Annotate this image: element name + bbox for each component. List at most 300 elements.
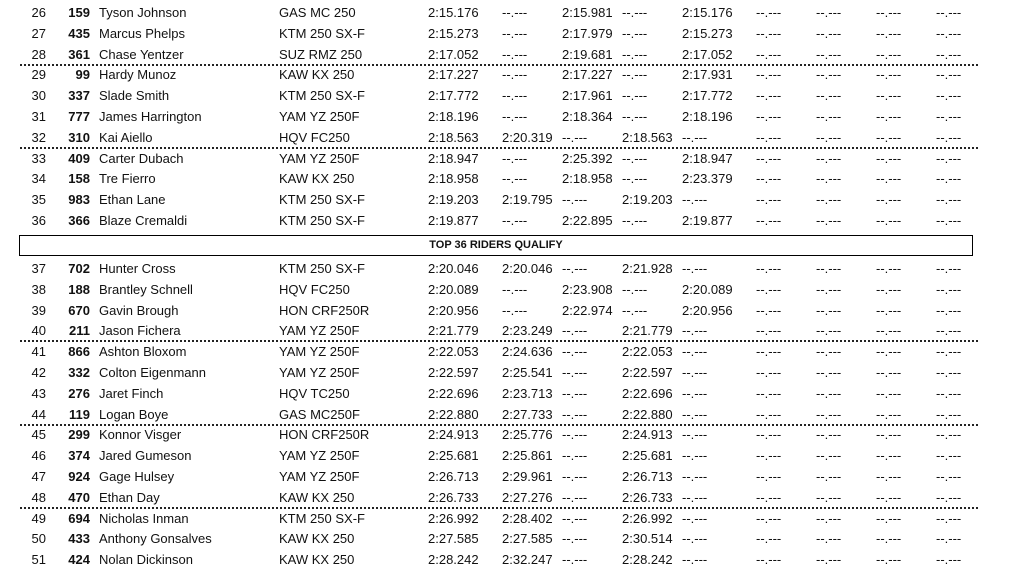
- lap-time-cell: 2:18.563: [622, 129, 673, 145]
- lap-time-cell: --.---: [876, 531, 902, 547]
- lap-time-cell: 2:18.947: [428, 150, 479, 166]
- lap-time-cell: 2:18.958: [562, 171, 613, 187]
- lap-time-cell: 2:22.053: [622, 344, 673, 360]
- lap-time-cell: --.---: [876, 489, 902, 505]
- lap-time-cell: 2:27.733: [502, 406, 553, 422]
- position-cell: 32: [31, 129, 46, 145]
- lap-time-cell: 2:19.877: [682, 213, 733, 228]
- lap-time-cell: 2:26.733: [428, 489, 479, 505]
- lap-time-cell: --.---: [816, 344, 842, 360]
- rider-number-cell: 983: [68, 192, 90, 208]
- lap-time-cell: --.---: [936, 510, 962, 526]
- lap-time-cell: --.---: [876, 469, 902, 484]
- position-cell: 44: [31, 406, 46, 422]
- bike-cell: KAW KX 250: [279, 531, 355, 547]
- rider-name-cell: Tre Fierro: [99, 171, 156, 187]
- lap-time-cell: --.---: [756, 129, 782, 145]
- lap-time-cell: 2:25.681: [428, 448, 479, 464]
- lap-time-cell: 2:19.877: [428, 213, 479, 228]
- lap-time-cell: --.---: [816, 427, 842, 443]
- lap-time-cell: 2:21.928: [622, 261, 673, 276]
- lap-time-cell: 2:20.956: [428, 302, 479, 318]
- rider-number-cell: 694: [68, 510, 90, 526]
- lap-time-cell: --.---: [562, 469, 588, 484]
- lap-time-cell: --.---: [876, 67, 902, 83]
- lap-time-cell: 2:28.402: [502, 510, 553, 526]
- bike-cell: HQV FC250: [279, 129, 350, 145]
- lap-time-cell: --.---: [876, 109, 902, 124]
- lap-time-cell: --.---: [876, 281, 902, 297]
- lap-time-cell: --.---: [756, 489, 782, 505]
- lap-time-cell: --.---: [622, 46, 648, 62]
- lap-time-cell: 2:25.681: [622, 448, 673, 464]
- bike-cell: KTM 250 SX-F: [279, 261, 365, 276]
- lap-time-cell: 2:19.681: [562, 46, 613, 62]
- lap-time-cell: --.---: [876, 129, 902, 145]
- lap-time-cell: --.---: [682, 469, 708, 484]
- lap-time-cell: 2:18.563: [428, 129, 479, 145]
- lap-time-cell: --.---: [502, 5, 528, 20]
- lap-time-cell: 2:20.956: [682, 302, 733, 318]
- lap-time-cell: --.---: [682, 129, 708, 145]
- lap-time-cell: 2:18.364: [562, 109, 613, 124]
- lap-time-cell: --.---: [622, 5, 648, 20]
- lap-time-cell: --.---: [816, 385, 842, 401]
- position-cell: 39: [31, 302, 46, 318]
- rider-name-cell: Ethan Day: [99, 489, 160, 505]
- lap-time-cell: --.---: [876, 385, 902, 401]
- result-row: [0, 424, 1017, 445]
- lap-time-cell: --.---: [936, 261, 962, 276]
- lap-time-cell: --.---: [562, 261, 588, 276]
- rider-name-cell: Jaret Finch: [99, 385, 164, 401]
- result-row: [0, 300, 1017, 321]
- rider-name-cell: Kai Aiello: [99, 129, 153, 145]
- rider-number-cell: 119: [69, 406, 90, 422]
- lap-time-cell: 2:18.958: [428, 171, 479, 187]
- lap-time-cell: 2:22.880: [622, 406, 673, 422]
- bike-cell: GAS MC 250: [279, 5, 356, 20]
- lap-time-cell: --.---: [816, 129, 842, 145]
- lap-time-cell: --.---: [936, 552, 962, 568]
- bike-cell: HQV FC250: [279, 281, 350, 297]
- lap-time-cell: --.---: [936, 67, 962, 83]
- lap-time-cell: --.---: [682, 323, 708, 339]
- lap-time-cell: --.---: [756, 385, 782, 401]
- bike-cell: HON CRF250R: [279, 427, 370, 443]
- bike-cell: KTM 250 SX-F: [279, 25, 365, 41]
- bike-cell: YAM YZ 250F: [279, 323, 360, 339]
- position-cell: 43: [31, 385, 46, 401]
- lap-time-cell: 2:24.636: [502, 344, 553, 360]
- lap-time-cell: --.---: [756, 88, 782, 104]
- lap-time-cell: 2:17.772: [682, 88, 733, 104]
- rider-number-cell: 299: [68, 427, 90, 443]
- bike-cell: HON CRF250R: [279, 302, 370, 318]
- group-divider: [20, 487, 978, 509]
- result-row: [0, 258, 1017, 279]
- lap-time-cell: --.---: [682, 365, 708, 380]
- rider-number-cell: 777: [68, 109, 90, 124]
- position-cell: 51: [31, 552, 46, 568]
- result-row: [0, 23, 1017, 44]
- lap-time-cell: --.---: [682, 344, 708, 360]
- lap-time-cell: --.---: [562, 427, 588, 443]
- lap-time-cell: --.---: [816, 365, 842, 380]
- rider-name-cell: Konnor Visger: [99, 427, 182, 443]
- lap-time-cell: --.---: [682, 427, 708, 443]
- lap-time-cell: --.---: [562, 406, 588, 422]
- lap-time-cell: --.---: [816, 67, 842, 83]
- lap-time-cell: --.---: [876, 171, 902, 187]
- lap-time-cell: --.---: [562, 552, 588, 568]
- lap-time-cell: 2:25.776: [502, 427, 553, 443]
- lap-time-cell: --.---: [876, 323, 902, 339]
- bike-cell: YAM YZ 250F: [279, 150, 360, 166]
- lap-time-cell: --.---: [756, 323, 782, 339]
- lap-time-cell: 2:27.585: [428, 531, 479, 547]
- lap-time-cell: --.---: [562, 531, 588, 547]
- rider-name-cell: Gavin Brough: [99, 302, 179, 318]
- lap-time-cell: --.---: [756, 427, 782, 443]
- lap-time-cell: --.---: [756, 531, 782, 547]
- lap-time-cell: 2:26.992: [622, 510, 673, 526]
- rider-name-cell: Hunter Cross: [99, 261, 176, 276]
- lap-time-cell: --.---: [756, 261, 782, 276]
- lap-time-cell: --.---: [936, 406, 962, 422]
- lap-time-cell: 2:22.974: [562, 302, 613, 318]
- lap-time-cell: --.---: [876, 150, 902, 166]
- lap-time-cell: --.---: [562, 129, 588, 145]
- lap-time-cell: --.---: [876, 25, 902, 41]
- lap-time-cell: --.---: [756, 448, 782, 464]
- lap-time-cell: --.---: [936, 427, 962, 443]
- rider-number-cell: 188: [68, 281, 90, 297]
- lap-time-cell: --.---: [622, 302, 648, 318]
- lap-time-cell: --.---: [502, 46, 528, 62]
- rider-name-cell: Nicholas Inman: [99, 510, 189, 526]
- lap-time-cell: --.---: [936, 150, 962, 166]
- lap-time-cell: 2:22.597: [428, 365, 479, 380]
- lap-time-cell: 2:18.196: [428, 109, 479, 124]
- lap-time-cell: 2:28.242: [428, 552, 479, 568]
- lap-time-cell: --.---: [622, 109, 648, 124]
- lap-time-cell: --.---: [816, 46, 842, 62]
- lap-time-cell: 2:17.772: [428, 88, 479, 104]
- lap-time-cell: --.---: [816, 171, 842, 187]
- lap-time-cell: --.---: [756, 552, 782, 568]
- lap-time-cell: --.---: [936, 469, 962, 484]
- position-cell: 45: [31, 427, 46, 443]
- result-row: [0, 85, 1017, 106]
- rider-name-cell: Gage Hulsey: [99, 469, 175, 484]
- position-cell: 38: [31, 281, 46, 297]
- lap-time-cell: --.---: [622, 88, 648, 104]
- rider-name-cell: Ethan Lane: [99, 192, 166, 208]
- lap-time-cell: --.---: [756, 25, 782, 41]
- rider-name-cell: James Harrington: [99, 109, 202, 124]
- lap-time-cell: --.---: [682, 261, 708, 276]
- position-cell: 42: [31, 365, 46, 380]
- lap-time-cell: --.---: [816, 192, 842, 208]
- lap-time-cell: --.---: [936, 531, 962, 547]
- lap-time-cell: 2:27.585: [502, 531, 553, 547]
- bike-cell: HQV TC250: [279, 385, 350, 401]
- lap-time-cell: --.---: [816, 552, 842, 568]
- lap-time-cell: --.---: [756, 213, 782, 228]
- result-row: [0, 383, 1017, 404]
- result-row: [0, 168, 1017, 189]
- position-cell: 26: [31, 5, 46, 20]
- lap-time-cell: 2:20.046: [428, 261, 479, 276]
- lap-time-cell: 2:22.696: [622, 385, 673, 401]
- lap-time-cell: --.---: [622, 67, 648, 83]
- lap-time-cell: --.---: [816, 25, 842, 41]
- rider-name-cell: Chase Yentzer: [99, 46, 184, 62]
- lap-time-cell: 2:15.273: [428, 25, 479, 41]
- position-cell: 49: [31, 510, 46, 526]
- lap-time-cell: --.---: [816, 88, 842, 104]
- position-cell: 35: [31, 192, 46, 208]
- bike-cell: KAW KX 250: [279, 489, 355, 505]
- lap-time-cell: 2:24.913: [622, 427, 673, 443]
- bike-cell: KAW KX 250: [279, 67, 355, 83]
- rider-number-cell: 409: [68, 150, 90, 166]
- lap-time-cell: --.---: [936, 109, 962, 124]
- result-row: [0, 2, 1017, 23]
- result-row: [0, 508, 1017, 529]
- bike-cell: YAM YZ 250F: [279, 448, 360, 464]
- lap-time-cell: --.---: [936, 213, 962, 228]
- rider-name-cell: Blaze Cremaldi: [99, 213, 188, 228]
- lap-time-cell: 2:19.795: [502, 192, 553, 208]
- lap-time-cell: --.---: [816, 469, 842, 484]
- bike-cell: YAM YZ 250F: [279, 344, 360, 360]
- result-row: [0, 341, 1017, 362]
- lap-time-cell: 2:22.895: [562, 213, 613, 228]
- result-row: [0, 528, 1017, 549]
- lap-time-cell: 2:17.961: [562, 88, 613, 104]
- bike-cell: YAM YZ 250F: [279, 109, 360, 124]
- lap-time-cell: --.---: [876, 46, 902, 62]
- bike-cell: KTM 250 SX-F: [279, 213, 365, 228]
- rider-number-cell: 99: [75, 67, 90, 83]
- lap-time-cell: --.---: [876, 552, 902, 568]
- lap-time-cell: --.---: [682, 448, 708, 464]
- lap-time-cell: 2:26.713: [622, 469, 673, 484]
- lap-time-cell: --.---: [936, 88, 962, 104]
- result-row: [0, 445, 1017, 466]
- lap-time-cell: 2:17.931: [682, 67, 733, 83]
- rider-number-cell: 702: [68, 261, 90, 276]
- lap-time-cell: 2:19.203: [622, 192, 673, 208]
- lap-time-cell: --.---: [682, 531, 708, 547]
- result-row: [0, 189, 1017, 210]
- lap-time-cell: --.---: [502, 213, 528, 228]
- position-cell: 27: [31, 25, 46, 41]
- lap-time-cell: --.---: [756, 5, 782, 20]
- lap-time-cell: --.---: [936, 171, 962, 187]
- lap-time-cell: --.---: [876, 213, 902, 228]
- rider-name-cell: Brantley Schnell: [99, 281, 193, 297]
- lap-time-cell: 2:18.196: [682, 109, 733, 124]
- lap-time-cell: --.---: [756, 469, 782, 484]
- lap-time-cell: 2:22.597: [622, 365, 673, 380]
- lap-time-cell: --.---: [682, 552, 708, 568]
- rider-name-cell: Hardy Munoz: [99, 67, 177, 83]
- lap-time-cell: 2:21.779: [622, 323, 673, 339]
- lap-time-cell: 2:28.242: [622, 552, 673, 568]
- position-cell: 33: [31, 150, 46, 166]
- lap-time-cell: 2:26.992: [428, 510, 479, 526]
- rider-number-cell: 310: [68, 129, 90, 145]
- lap-time-cell: 2:23.249: [502, 323, 553, 339]
- lap-time-cell: --.---: [816, 406, 842, 422]
- lap-time-cell: --.---: [876, 448, 902, 464]
- lap-time-cell: --.---: [756, 344, 782, 360]
- lap-time-cell: --.---: [816, 109, 842, 124]
- lap-time-cell: --.---: [936, 385, 962, 401]
- position-cell: 30: [31, 88, 46, 104]
- position-cell: 47: [31, 469, 46, 484]
- lap-time-cell: 2:19.203: [428, 192, 479, 208]
- lap-time-cell: --.---: [876, 261, 902, 276]
- position-cell: 36: [31, 213, 46, 228]
- lap-time-cell: --.---: [936, 344, 962, 360]
- group-divider: [20, 44, 978, 66]
- lap-time-cell: --.---: [936, 46, 962, 62]
- lap-time-cell: --.---: [756, 365, 782, 380]
- lap-time-cell: 2:17.979: [562, 25, 613, 41]
- lap-time-cell: --.---: [936, 323, 962, 339]
- lap-time-cell: 2:25.861: [502, 448, 553, 464]
- lap-time-cell: --.---: [682, 489, 708, 505]
- lap-time-cell: --.---: [876, 510, 902, 526]
- lap-time-cell: --.---: [816, 150, 842, 166]
- lap-time-cell: 2:26.713: [428, 469, 479, 484]
- lap-time-cell: 2:20.089: [428, 281, 479, 297]
- lap-time-cell: --.---: [936, 192, 962, 208]
- lap-time-cell: --.---: [876, 5, 902, 20]
- lap-time-cell: 2:15.273: [682, 25, 733, 41]
- lap-time-cell: --.---: [816, 531, 842, 547]
- lap-time-cell: --.---: [876, 192, 902, 208]
- group-divider: [20, 320, 978, 342]
- lap-time-cell: --.---: [562, 385, 588, 401]
- lap-time-cell: --.---: [502, 150, 528, 166]
- position-cell: 34: [31, 171, 46, 187]
- rider-number-cell: 366: [68, 213, 90, 228]
- rider-name-cell: Jared Gumeson: [99, 448, 192, 464]
- rider-name-cell: Colton Eigenmann: [99, 365, 206, 380]
- lap-time-cell: 2:23.379: [682, 171, 733, 187]
- lap-time-cell: --.---: [936, 5, 962, 20]
- lap-time-cell: 2:15.176: [682, 5, 733, 20]
- lap-time-cell: --.---: [622, 25, 648, 41]
- bike-cell: GAS MC250F: [279, 406, 360, 422]
- lap-time-cell: --.---: [502, 67, 528, 83]
- lap-time-cell: --.---: [816, 510, 842, 526]
- position-cell: 48: [31, 489, 46, 505]
- lap-time-cell: --.---: [502, 25, 528, 41]
- result-row: [0, 148, 1017, 169]
- lap-time-cell: --.---: [936, 365, 962, 380]
- lap-time-cell: --.---: [816, 5, 842, 20]
- bike-cell: KAW KX 250: [279, 171, 355, 187]
- lap-time-cell: --.---: [682, 406, 708, 422]
- lap-time-cell: --.---: [756, 281, 782, 297]
- lap-time-cell: 2:18.947: [682, 150, 733, 166]
- lap-time-cell: --.---: [622, 150, 648, 166]
- rider-number-cell: 424: [68, 552, 90, 568]
- lap-time-cell: --.---: [622, 171, 648, 187]
- position-cell: 28: [31, 46, 46, 62]
- result-row: [0, 210, 1017, 231]
- result-row: [0, 64, 1017, 85]
- rider-name-cell: Jason Fichera: [99, 323, 181, 339]
- rider-number-cell: 361: [68, 46, 90, 62]
- position-cell: 31: [31, 109, 46, 124]
- rider-number-cell: 433: [68, 531, 90, 547]
- rider-number-cell: 374: [68, 448, 90, 464]
- lap-time-cell: --.---: [816, 213, 842, 228]
- rider-number-cell: 332: [68, 365, 90, 380]
- lap-time-cell: 2:26.733: [622, 489, 673, 505]
- lap-time-cell: --.---: [756, 171, 782, 187]
- position-cell: 46: [31, 448, 46, 464]
- lap-time-cell: --.---: [562, 192, 588, 208]
- bike-cell: SUZ RMZ 250: [279, 46, 363, 62]
- rider-number-cell: 435: [68, 25, 90, 41]
- lap-time-cell: --.---: [876, 406, 902, 422]
- lap-time-cell: 2:22.880: [428, 406, 479, 422]
- rider-number-cell: 337: [68, 88, 90, 104]
- rider-name-cell: Slade Smith: [99, 88, 170, 104]
- lap-time-cell: --.---: [876, 427, 902, 443]
- lap-time-cell: 2:15.981: [562, 5, 613, 20]
- rider-name-cell: Carter Dubach: [99, 150, 184, 166]
- lap-time-cell: --.---: [936, 129, 962, 145]
- lap-time-cell: --.---: [936, 25, 962, 41]
- rider-name-cell: Logan Boye: [99, 406, 169, 422]
- lap-time-cell: --.---: [756, 192, 782, 208]
- rider-name-cell: Anthony Gonsalves: [99, 531, 212, 547]
- result-row: [0, 279, 1017, 300]
- lap-time-cell: --.---: [562, 344, 588, 360]
- lap-time-cell: 2:25.541: [502, 365, 553, 380]
- lap-time-cell: 2:20.046: [502, 261, 553, 276]
- result-row: [0, 362, 1017, 383]
- lap-time-cell: --.---: [816, 302, 842, 318]
- lap-time-cell: --.---: [816, 489, 842, 505]
- lap-time-cell: 2:32.247: [502, 552, 553, 568]
- position-cell: 50: [31, 531, 46, 547]
- lap-time-cell: 2:20.089: [682, 281, 733, 297]
- bike-cell: YAM YZ 250F: [279, 365, 360, 380]
- lap-time-cell: 2:17.227: [428, 67, 479, 83]
- bike-cell: KTM 250 SX-F: [279, 192, 365, 208]
- lap-time-cell: --.---: [876, 302, 902, 318]
- lap-time-cell: --.---: [816, 261, 842, 276]
- lap-time-cell: --.---: [562, 365, 588, 380]
- lap-time-cell: --.---: [562, 323, 588, 339]
- bike-cell: KTM 250 SX-F: [279, 510, 365, 526]
- lap-time-cell: --.---: [682, 192, 708, 208]
- lap-time-cell: --.---: [682, 510, 708, 526]
- lap-time-cell: 2:17.227: [562, 67, 613, 83]
- lap-time-cell: 2:17.052: [682, 46, 733, 62]
- bike-cell: YAM YZ 250F: [279, 469, 360, 484]
